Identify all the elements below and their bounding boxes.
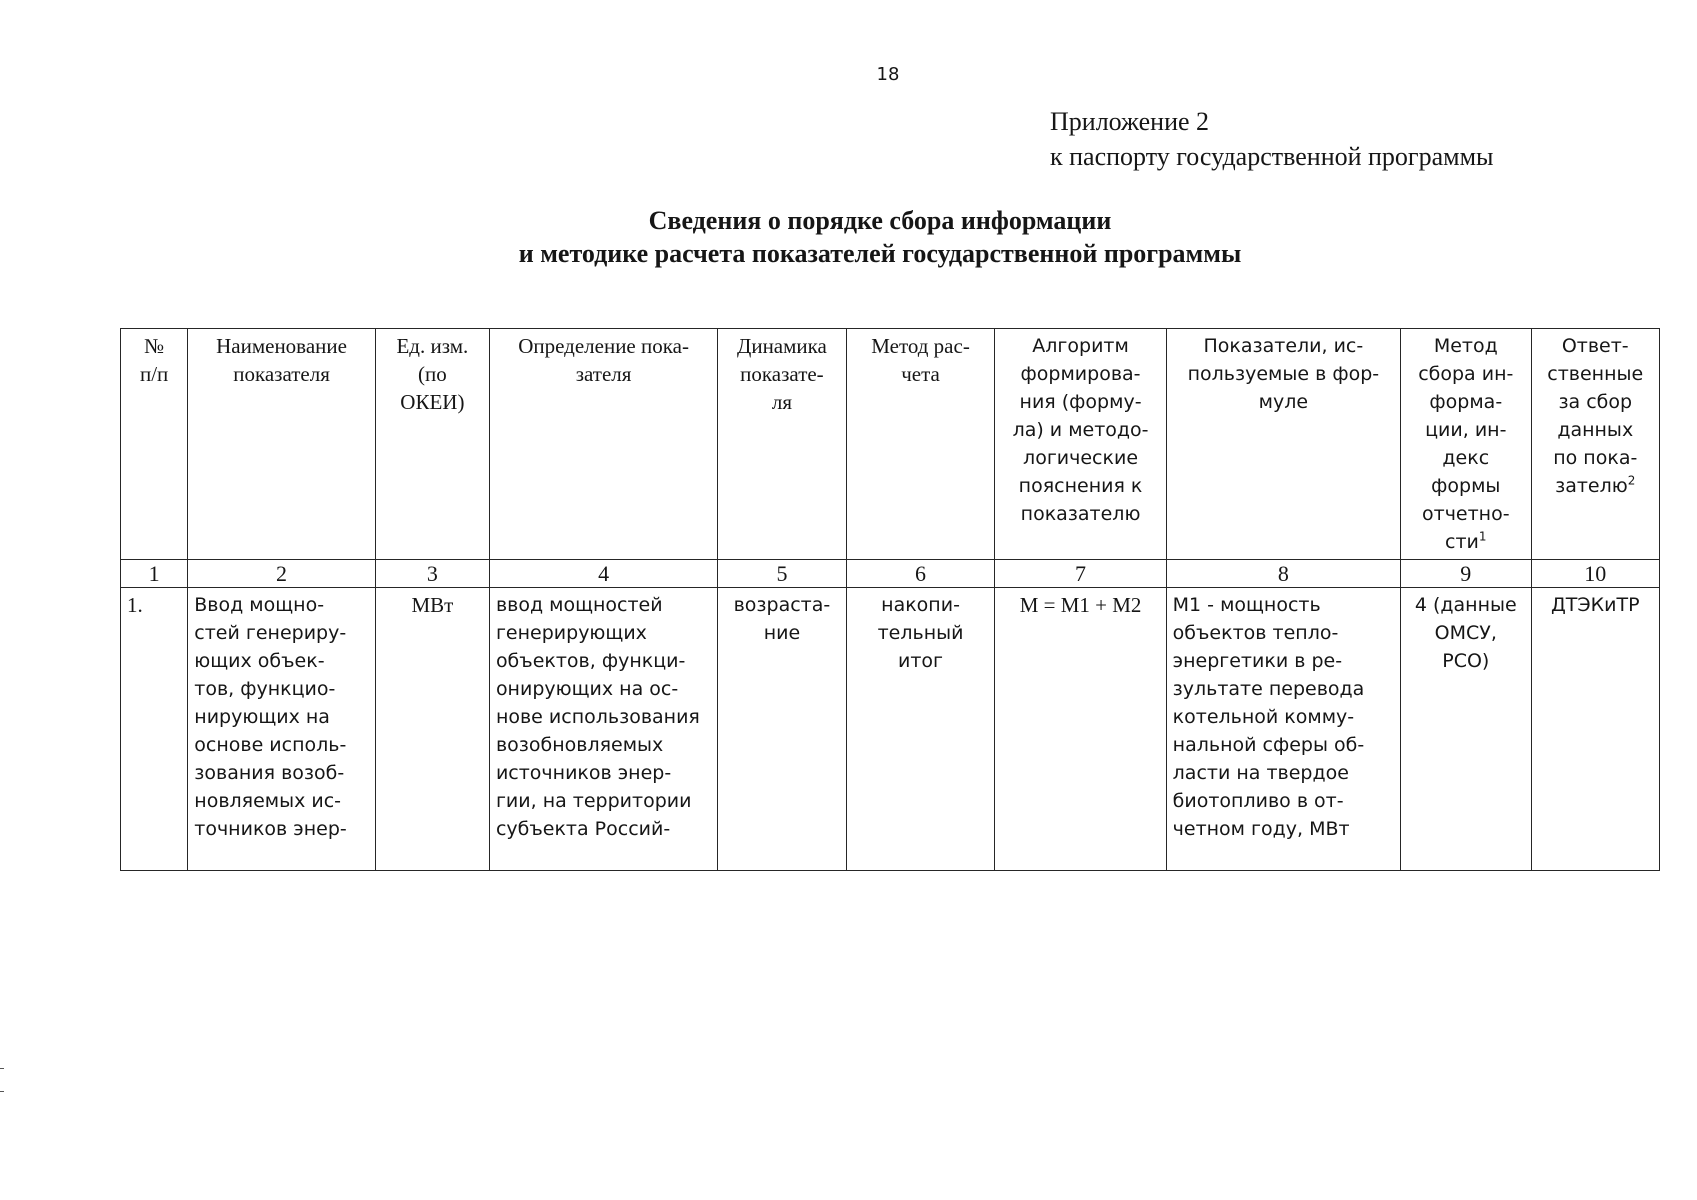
calculation-method: накопи- тельный итог xyxy=(846,588,995,871)
column-number: 6 xyxy=(846,560,995,588)
header-cell-unit: Ед. изм. (по ОКЕИ) xyxy=(375,329,489,560)
column-numbers-row xyxy=(121,560,1660,588)
header-cell-responsible: Ответ- ственные за сбор данных по пока- зателю$^2$ xyxy=(1531,329,1659,560)
appendix-line-2: к паспорту государственной программы xyxy=(1050,142,1494,171)
column-number: 3 xyxy=(375,560,489,588)
header-cell-dynamics: Динамика показате- ля xyxy=(718,329,846,560)
column-number: 9 xyxy=(1401,560,1531,588)
formula-indicators: М1 - мощность объектов тепло- энергетики в ре- зультате перевода котельной комму- нальной сферы об- ласти на твердое биотопливо в от- четном году, МВт xyxy=(1166,588,1400,871)
header-cell-algorithm: Алгоритм формирова- ния (форму- ла) и методо- логические пояснения к показателю xyxy=(995,329,1166,560)
indicator-name: Ввод мощно- стей генериру- ющих объек- тов, функцио- нирующих на основе исполь- зования возоб- новляемых ис- точников энер- xyxy=(188,588,376,871)
unit: МВт xyxy=(375,588,489,871)
responsible-party: ДТЭКиТР xyxy=(1531,588,1659,871)
column-number: 4 xyxy=(489,560,717,588)
calculation-formula: М = М1 + М2 xyxy=(995,588,1166,871)
column-number: 5 xyxy=(718,560,846,588)
column-number: 1 xyxy=(121,560,188,588)
header-cell-method: Метод рас- чета xyxy=(846,329,995,560)
row-number: 1. xyxy=(121,588,188,871)
header-cell-collection-method: Метод сбора ин- форма- ции, ин- декс формы отчетно- сти$^1$ xyxy=(1401,329,1531,560)
margin-marks xyxy=(0,1068,4,1092)
footnote-marker-2: 2 xyxy=(1627,473,1636,488)
appendix-line-1: Приложение 2 xyxy=(1050,107,1210,136)
page-number: 18 xyxy=(876,64,900,85)
footnote-marker-1: 1 xyxy=(1478,529,1487,544)
title-line-1: Сведения о порядке сбора информации xyxy=(648,206,1112,235)
collection-method: 4 (данные ОМСУ, РСО) xyxy=(1401,588,1531,871)
column-number: 10 xyxy=(1531,560,1659,588)
header-cell-name: Наименование показателя xyxy=(188,329,376,560)
indicator-dynamics: возраста- ние xyxy=(718,588,846,871)
indicators-table xyxy=(120,328,1660,871)
header-cell-number: № п/п xyxy=(121,329,188,560)
appendix-caption xyxy=(1050,104,1494,174)
column-number: 7 xyxy=(995,560,1166,588)
column-number: 2 xyxy=(188,560,376,588)
table-row xyxy=(121,588,1660,871)
title-line-2: и методике расчета показателей государственной программы xyxy=(518,239,1242,268)
document-title xyxy=(400,204,1360,270)
table-header-row xyxy=(121,329,1660,560)
indicator-definition: ввод мощностей генерирующих объектов, функци- онирующих на ос- нове использования возобновляемых источников энер- гии, на территории субъекта Россий- xyxy=(489,588,717,871)
column-number: 8 xyxy=(1166,560,1400,588)
header-cell-definition: Определение пока- зателя xyxy=(489,329,717,560)
header-cell-indicators: Показатели, ис- пользуемые в фор- муле xyxy=(1166,329,1400,560)
